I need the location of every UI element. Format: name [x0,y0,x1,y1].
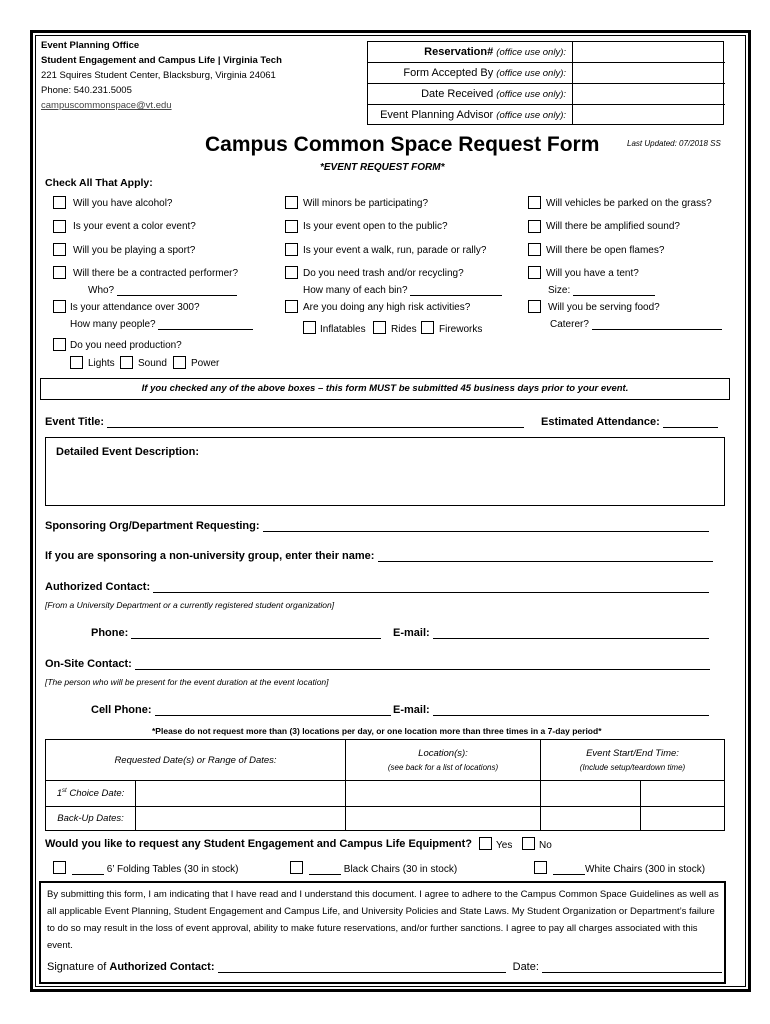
last-updated: Last Updated: 07/2018 SS [627,139,721,148]
start-end-sublabel: (Include setup/teardown time) [579,763,686,772]
authorized-contact-field[interactable] [45,581,709,593]
tent-label: Will you have a tent? [546,268,639,279]
backup-label [46,807,136,831]
equipment-yes-label: Yes [496,840,513,851]
trash-label: Do you need trash and/or recycling? [303,268,464,279]
backup-text: Back-Up Dates: [57,813,124,824]
alcohol-label: Will you have alcohol? [73,198,173,209]
walk-run-label: Is your event a walk, run, parade or rally? [303,245,487,256]
sport-checkbox[interactable] [53,243,66,256]
tent-size-label: Size: [548,285,571,296]
onsite-email-label: E-mail: [393,704,430,716]
minors-checkbox[interactable] [285,196,298,209]
inflatables-checkbox[interactable] [303,321,316,334]
rides-label: Rides [391,324,417,335]
equipment-no-label: No [539,840,552,851]
equipment-yes-checkbox[interactable] [479,837,492,850]
lights-checkbox[interactable] [70,356,83,369]
start-end-header [541,740,725,781]
food-label: Will you be serving food? [548,302,660,313]
fireworks-label: Fireworks [439,324,483,335]
white-chairs-field[interactable] [553,864,705,875]
submission-deadline-notice: If you checked any of the above boxes – this form MUST be submitted 45 business days prior to your event. [40,378,730,400]
who-label: Who? [88,285,115,296]
caterer-field[interactable] [550,319,722,330]
backup-date-cell[interactable] [136,807,346,831]
first-choice-number: 1 [56,788,63,800]
locations-sublabel: (see back for a list of locations) [387,763,499,772]
alcohol-checkbox[interactable] [53,196,66,209]
advisor-field[interactable] [572,105,724,125]
first-choice-date-cell[interactable] [136,781,346,807]
phone-field[interactable] [91,627,381,639]
open-flames-checkbox[interactable] [528,243,541,256]
location-limit-note: *Please do not request more than (3) locations per day, or one location more than three times in a 7-day period* [152,726,602,736]
est-attendance-label: Estimated Attendance: [541,416,660,428]
equipment-question: Would you like to request any Student Engagement and Campus Life Equipment? [45,838,473,850]
check-all-heading: Check All That Apply: [45,177,153,189]
performer-label: Will there be a contracted performer? [73,268,239,279]
agreement-box [39,881,726,984]
onsite-contact-note: [The person who will be present for the event duration at the event location] [45,677,329,687]
date-label: Date: [512,961,539,973]
first-choice-location-cell[interactable] [346,781,541,807]
non-university-label: If you are sponsoring a non-university group, enter their name: [45,550,375,562]
department-name: Student Engagement and Campus Life | Virginia Tech [41,55,282,66]
date-received-field[interactable] [572,84,724,104]
power-checkbox[interactable] [173,356,186,369]
backup-start-cell[interactable] [541,807,641,831]
bins-field[interactable] [303,285,502,296]
office-use-note: (office use only): [496,68,566,79]
signature-prefix: Signature of [47,961,107,973]
form-subtitle: *EVENT REQUEST FORM* [320,162,445,173]
trash-checkbox[interactable] [285,266,298,279]
phone-label: Phone: [91,627,129,639]
office-use-note: (office use only): [496,47,566,58]
accepted-by-label: Form Accepted By [403,67,494,79]
office-use-note: (office use only): [496,89,566,100]
office-name: Event Planning Office [41,40,140,51]
sponsoring-field[interactable] [45,520,709,532]
backup-location-cell[interactable] [346,807,541,831]
color-event-checkbox[interactable] [53,220,66,233]
lights-label: Lights [88,358,115,369]
reservation-field[interactable] [572,42,724,62]
office-use-box [367,41,724,125]
black-chairs-label: Black Chairs (30 in stock) [343,864,458,875]
sound-label: Sound [138,358,167,369]
accepted-by-field[interactable] [572,63,724,83]
fireworks-checkbox[interactable] [421,321,434,334]
email-field[interactable] [393,627,709,639]
date-received-label: Date Received [421,88,494,100]
agreement-text: By submitting this form, I am indicating that I have read and I understand this document. I agree to adhere to the Campus Common Space Guidelines as well as all applicable Event Planning, Student Engagement and Campus Life, and University Policies and State Laws. My Student Organization or Department’s failure to do so may result in the loss of event approval, ability to make future reservations, and/or further sanctions. I agree to pay all charges associated with this event. [47,889,719,951]
dates-table [45,739,725,831]
description-label: Detailed Event Description: [56,446,200,458]
high-risk-label: Are you doing any high risk activities? [303,302,471,313]
white-chairs-label: White Chairs (300 in stock) [585,864,706,875]
open-flames-label: Will there be open flames? [546,245,665,256]
first-choice-start-cell[interactable] [541,781,641,807]
folding-tables-checkbox[interactable] [53,861,66,874]
vehicles-label: Will vehicles be parked on the grass? [546,198,712,209]
minors-label: Will minors be participating? [303,198,429,209]
office-address: 221 Squires Student Center, Blacksburg, Virginia 24061 [41,70,276,81]
authorized-contact-label: Authorized Contact: [45,581,151,593]
production-label: Do you need production? [70,340,182,351]
amplified-sound-checkbox[interactable] [528,220,541,233]
backup-end-cell[interactable] [641,807,725,831]
first-choice-ordinal: st [62,787,67,794]
public-label: Is your event open to the public? [303,221,448,232]
start-end-label: Event Start/End Time: [586,748,679,759]
onsite-email-field[interactable] [393,704,709,716]
folding-tables-label: 6’ Folding Tables (30 in stock) [106,864,239,875]
locations-label: Location(s): [418,748,468,759]
office-header [41,38,282,113]
authorized-contact-note: [From a University Department or a currently registered student organization] [45,600,335,610]
signature-field[interactable] [47,961,722,973]
email-label: E-mail: [393,627,430,639]
attendance-label: Is your attendance over 300? [70,302,200,313]
attendance-field[interactable] [541,416,718,428]
rides-checkbox[interactable] [373,321,386,334]
folding-tables-field[interactable] [72,864,239,875]
office-use-note: (office use only): [496,110,566,121]
description-box[interactable] [45,437,725,506]
sponsoring-label: Sponsoring Org/Department Requesting: [45,520,260,532]
color-event-label: Is your event a color event? [73,221,196,232]
attendance-checkbox[interactable] [53,300,66,313]
power-label: Power [191,358,220,369]
event-title-label: Event Title: [45,416,105,428]
high-risk-checkbox[interactable] [285,300,298,313]
tent-checkbox[interactable] [528,266,541,279]
equipment-no-checkbox[interactable] [522,837,535,850]
locations-header [346,740,541,781]
reservation-label: Reservation# [424,46,494,58]
inflatables-label: Inflatables [320,324,366,335]
onsite-contact-field[interactable] [45,658,710,670]
onsite-contact-label: On-Site Contact: [45,658,132,670]
req-dates-label: Requested Date(s) or Range of Dates: [114,754,277,766]
white-chairs-checkbox[interactable] [534,861,547,874]
performer-checkbox[interactable] [53,266,66,279]
office-email-link[interactable]: campuscommonspace@vt.edu [41,100,172,111]
sport-label: Will you be playing a sport? [73,245,196,256]
tent-size-field[interactable] [548,285,655,296]
food-checkbox[interactable] [528,300,541,313]
black-chairs-checkbox[interactable] [290,861,303,874]
first-choice-end-cell[interactable] [641,781,725,807]
page-title: Campus Common Space Request Form [205,133,600,156]
vehicles-checkbox[interactable] [528,196,541,209]
req-dates-header [46,740,346,781]
bins-label: How many of each bin? [303,285,408,296]
how-many-people-field[interactable] [70,319,253,330]
amplified-sound-label: Will there be amplified sound? [546,221,680,232]
cell-phone-label: Cell Phone: [91,704,152,716]
event-title-field[interactable] [45,416,524,428]
sound-checkbox[interactable] [120,356,133,369]
first-choice-label [46,781,136,807]
how-many-people-label: How many people? [70,319,156,330]
first-choice-text: Choice Date: [69,788,125,800]
who-field[interactable] [88,285,237,296]
walk-run-checkbox[interactable] [285,243,298,256]
black-chairs-field[interactable] [309,864,457,875]
public-checkbox[interactable] [285,220,298,233]
non-university-field[interactable] [45,550,713,562]
production-checkbox[interactable] [53,338,66,351]
caterer-label: Caterer? [550,319,589,330]
advisor-label: Event Planning Advisor [380,109,494,121]
signature-label: Authorized Contact: [109,961,215,973]
cell-phone-field[interactable] [91,704,391,716]
office-phone: Phone: 540.231.5005 [41,85,132,96]
